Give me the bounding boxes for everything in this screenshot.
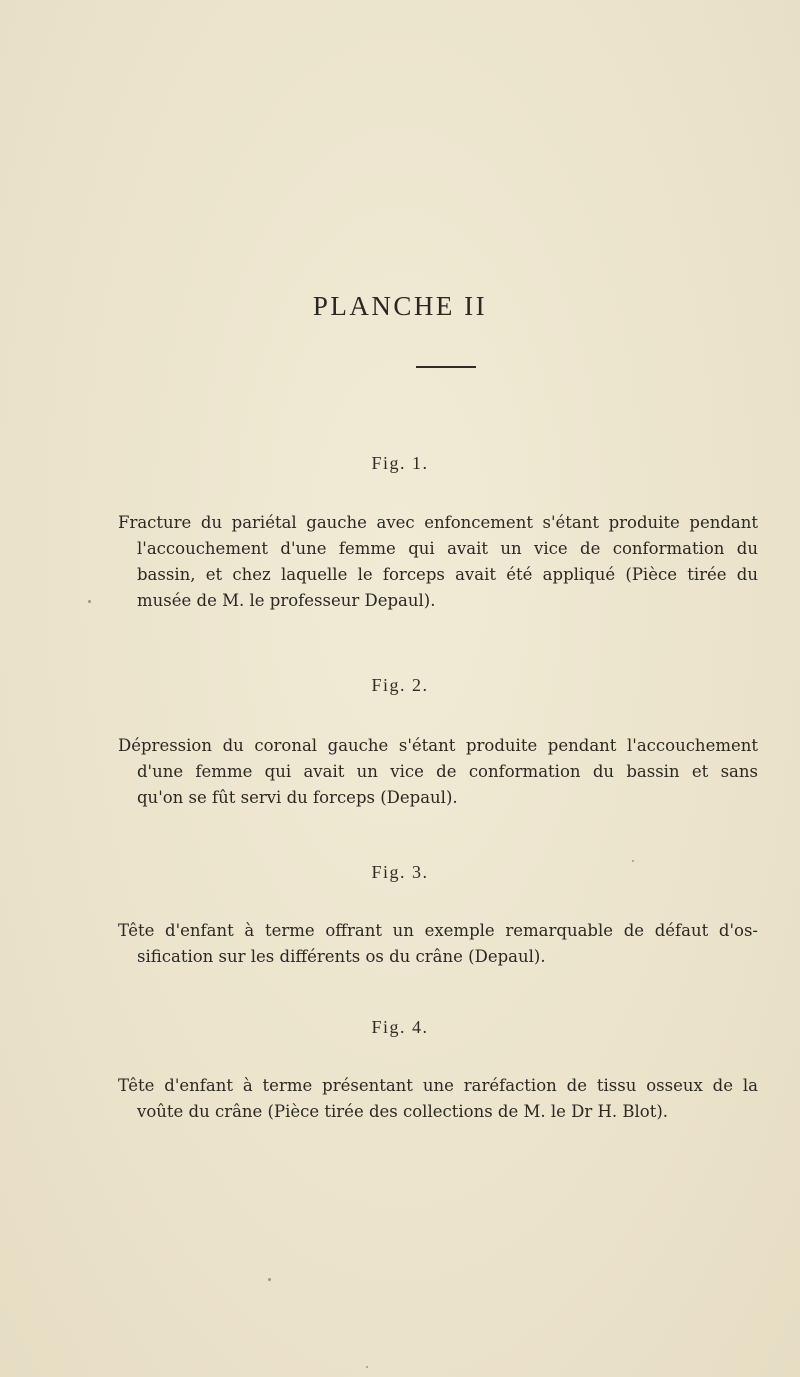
title-divider (416, 366, 476, 368)
figure-4-caption-line: voûte du crâne (Pièce tirée des collections de M. le Dr H. Blot). (137, 1102, 669, 1121)
figure-2-caption-line: qu'on se fût servi du forceps (Depaul). (137, 788, 458, 807)
plate-title: PLANCHE II (312, 291, 488, 321)
figure-1-caption-line: Fracture du pariétal gauche avec enfoncement s'étant produite pendant (118, 513, 758, 532)
figure-1-heading: Fig. 1. (371, 453, 429, 473)
figure-1-caption (118, 510, 758, 614)
figure-2-caption-line: d'une femme qui avait un vice de conformation du bassin et sans (137, 762, 758, 781)
figure-1-caption-line: musée de M. le professeur Depaul). (137, 591, 436, 610)
figure-3-heading: Fig. 3. (371, 862, 429, 882)
figure-4-caption-line: Tête d'enfant à terme présentant une raréfaction de tissu osseux de la (118, 1076, 758, 1095)
figure-2-caption-line: Dépression du coronal gauche s'étant produite pendant l'accouchement (118, 736, 758, 755)
figure-4-caption (118, 1073, 758, 1125)
figure-2-caption (118, 733, 758, 811)
paper-speck (268, 1278, 271, 1281)
figure-1-caption-line: bassin, et chez laquelle le forceps avait été appliqué (Pièce tirée du (137, 565, 758, 584)
figure-3-caption (118, 918, 758, 970)
figure-1-caption-line: l'accouchement d'une femme qui avait un vice de conformation du (137, 539, 758, 558)
figure-4-heading: Fig. 4. (371, 1017, 429, 1037)
paper-speck (88, 600, 91, 603)
figure-2-heading: Fig. 2. (371, 675, 429, 695)
paper-speck (366, 1366, 368, 1368)
paper-speck (632, 860, 634, 862)
figure-3-caption-line: sification sur les différents os du crâne (Depaul). (137, 947, 546, 966)
figure-3-caption-line: Tête d'enfant à terme offrant un exemple remarquable de défaut d'os- (118, 921, 758, 940)
